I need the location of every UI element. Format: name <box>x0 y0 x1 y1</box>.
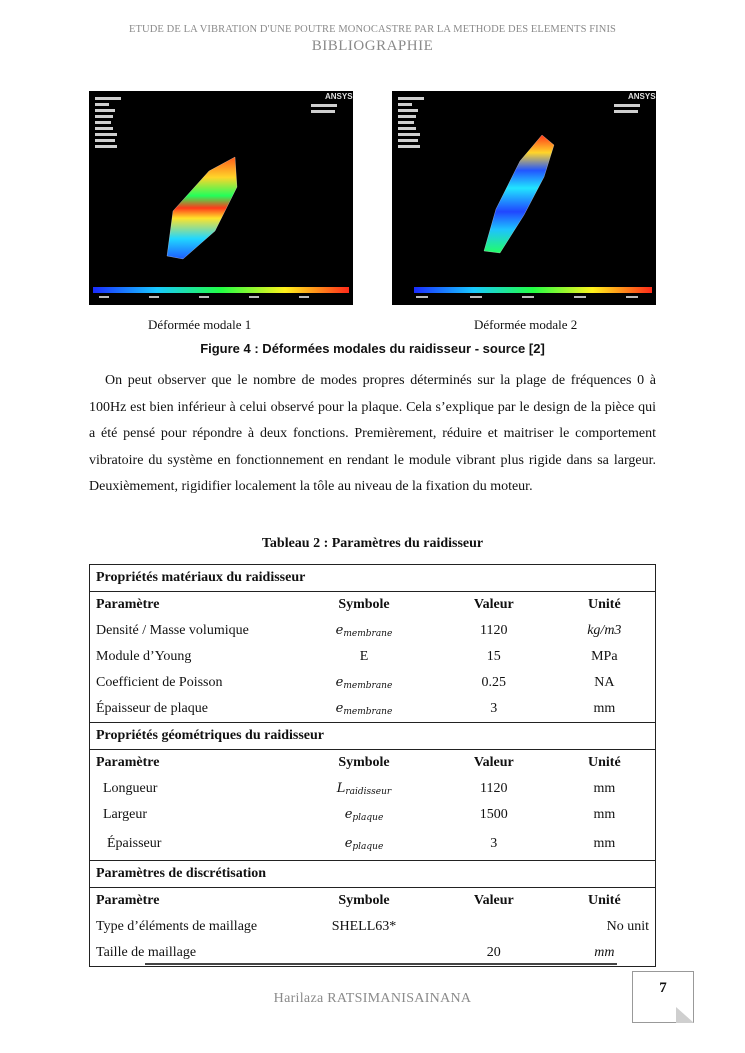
symbol-cell: e <box>335 623 344 638</box>
ansys-logo: ANSYS <box>628 92 656 101</box>
col-header: Unité <box>554 592 656 619</box>
value-cell: 20 <box>486 945 501 960</box>
value-cell: 1120 <box>480 781 508 796</box>
table-column-headers <box>90 888 656 915</box>
param-cell: Taille de maillage <box>96 945 197 960</box>
table-column-headers <box>90 592 656 619</box>
table-section-header <box>90 723 656 750</box>
fea-plot-2 <box>392 91 656 305</box>
section-title: Propriétés géométriques du raidisseur <box>90 723 656 750</box>
col-header: Paramètre <box>90 888 295 915</box>
running-header: ETUDE DE LA VIBRATION D'UNE POUTRE MONOCASTRE PAR LA METHODE DES ELEMENTS FINIS <box>129 24 616 35</box>
table-caption: Tableau 2 : Paramètres du raidisseur <box>261 536 484 551</box>
param-cell: Coefficient de Poisson <box>96 675 223 690</box>
section-title: Propriétés matériaux du raidisseur <box>90 565 656 592</box>
symbol-subscript: plaque <box>352 842 384 852</box>
body-paragraph: On peut observer que le nombre de modes propres déterminés sur la plage de fréquences 0 à 100Hz est bien inférieur à celui observé pour la plaque. Cela s’explique par le design de la pièce qui a été pensé pour répondre à deux fonctions. Premièrement, réduire et maitriser le comportement vibratoire du système en fonctionnement en rendant le module vibrant plus rigide dans sa largeur. Deuxièmement, rigidifier localement la tôle au niveau de la fixation du moteur. <box>89 373 656 494</box>
symbol-subscript: membrane <box>343 629 393 639</box>
unit-cell: MPa <box>591 649 618 664</box>
section-title: BIBLIOGRAPHIE <box>311 38 434 54</box>
unit-cell: mm <box>593 836 616 851</box>
unit-cell: mm <box>594 945 615 960</box>
figure-caption: Figure 4 : Déformées modales du raidisseur - source [2] <box>200 341 545 356</box>
value-cell: 3 <box>490 701 498 716</box>
param-cell: Type d’éléments de maillage <box>96 919 258 934</box>
table-column-headers <box>90 750 656 777</box>
symbol-cell: SHELL63* <box>331 919 397 934</box>
col-header: Paramètre <box>90 750 295 777</box>
table-row <box>90 914 656 940</box>
page-curl <box>676 1007 694 1023</box>
table-row <box>90 696 656 723</box>
unit-cell: mm <box>593 781 616 796</box>
param-cell: Épaisseur <box>107 836 162 851</box>
unit-cell: mm <box>593 807 616 822</box>
symbol-subscript: plaque <box>352 813 384 823</box>
col-header: Valeur <box>434 592 554 619</box>
symbol-cell: E <box>359 649 369 664</box>
col-header: Valeur <box>434 750 554 777</box>
table-row <box>90 776 656 802</box>
col-header: Symbole <box>294 750 434 777</box>
col-header: Symbole <box>294 592 434 619</box>
table-row <box>90 670 656 696</box>
table-section-header <box>90 861 656 888</box>
col-header: Unité <box>554 750 656 777</box>
page-number: 7 <box>659 980 667 996</box>
param-cell: Épaisseur de plaque <box>96 701 208 716</box>
col-header: Symbole <box>294 888 434 915</box>
param-cell: Module d’Young <box>96 649 192 664</box>
figure-label-1: Déformée modale 1 <box>148 317 252 332</box>
col-header: Unité <box>554 888 656 915</box>
value-cell: 15 <box>486 649 501 664</box>
symbol-subscript: membrane <box>343 707 393 717</box>
footer-rule <box>145 963 617 965</box>
param-cell: Largeur <box>103 807 148 822</box>
value-cell: 0.25 <box>481 675 507 690</box>
symbol-subscript: raidisseur <box>345 787 392 797</box>
value-cell <box>434 914 554 940</box>
symbol-cell: e <box>335 675 344 690</box>
value-cell: 1120 <box>480 623 508 638</box>
param-cell: Longueur <box>103 781 158 796</box>
table-row <box>90 802 656 828</box>
symbol-cell: e <box>344 836 353 851</box>
symbol-cell: e <box>335 701 344 716</box>
table-section-header <box>90 565 656 592</box>
unit-cell: mm <box>593 701 616 716</box>
value-cell: 3 <box>490 836 498 851</box>
figure-modal-shape-2 <box>392 91 656 305</box>
footer-author: Harilaza RATSIMANISAINANA <box>273 991 472 1006</box>
symbol-cell: e <box>344 807 353 822</box>
figure-modal-shape-1 <box>89 91 353 305</box>
parameters-table <box>89 564 656 967</box>
ansys-logo: ANSYS <box>325 92 353 101</box>
unit-cell: kg/m3 <box>587 623 622 638</box>
symbol-subscript: membrane <box>343 681 393 691</box>
fea-plot-1 <box>89 91 353 305</box>
col-header: Valeur <box>434 888 554 915</box>
symbol-cell: L <box>336 781 346 796</box>
unit-cell: No unit <box>606 919 649 934</box>
unit-cell: NA <box>594 675 615 690</box>
col-header: Paramètre <box>90 592 295 619</box>
value-cell: 1500 <box>479 807 508 822</box>
figure-label-2: Déformée modale 2 <box>474 317 578 332</box>
param-cell: Densité / Masse volumique <box>96 623 249 638</box>
table-row <box>90 828 656 861</box>
table-row <box>90 618 656 644</box>
section-title: Paramètres de discrétisation <box>90 861 656 888</box>
table-row <box>90 644 656 670</box>
